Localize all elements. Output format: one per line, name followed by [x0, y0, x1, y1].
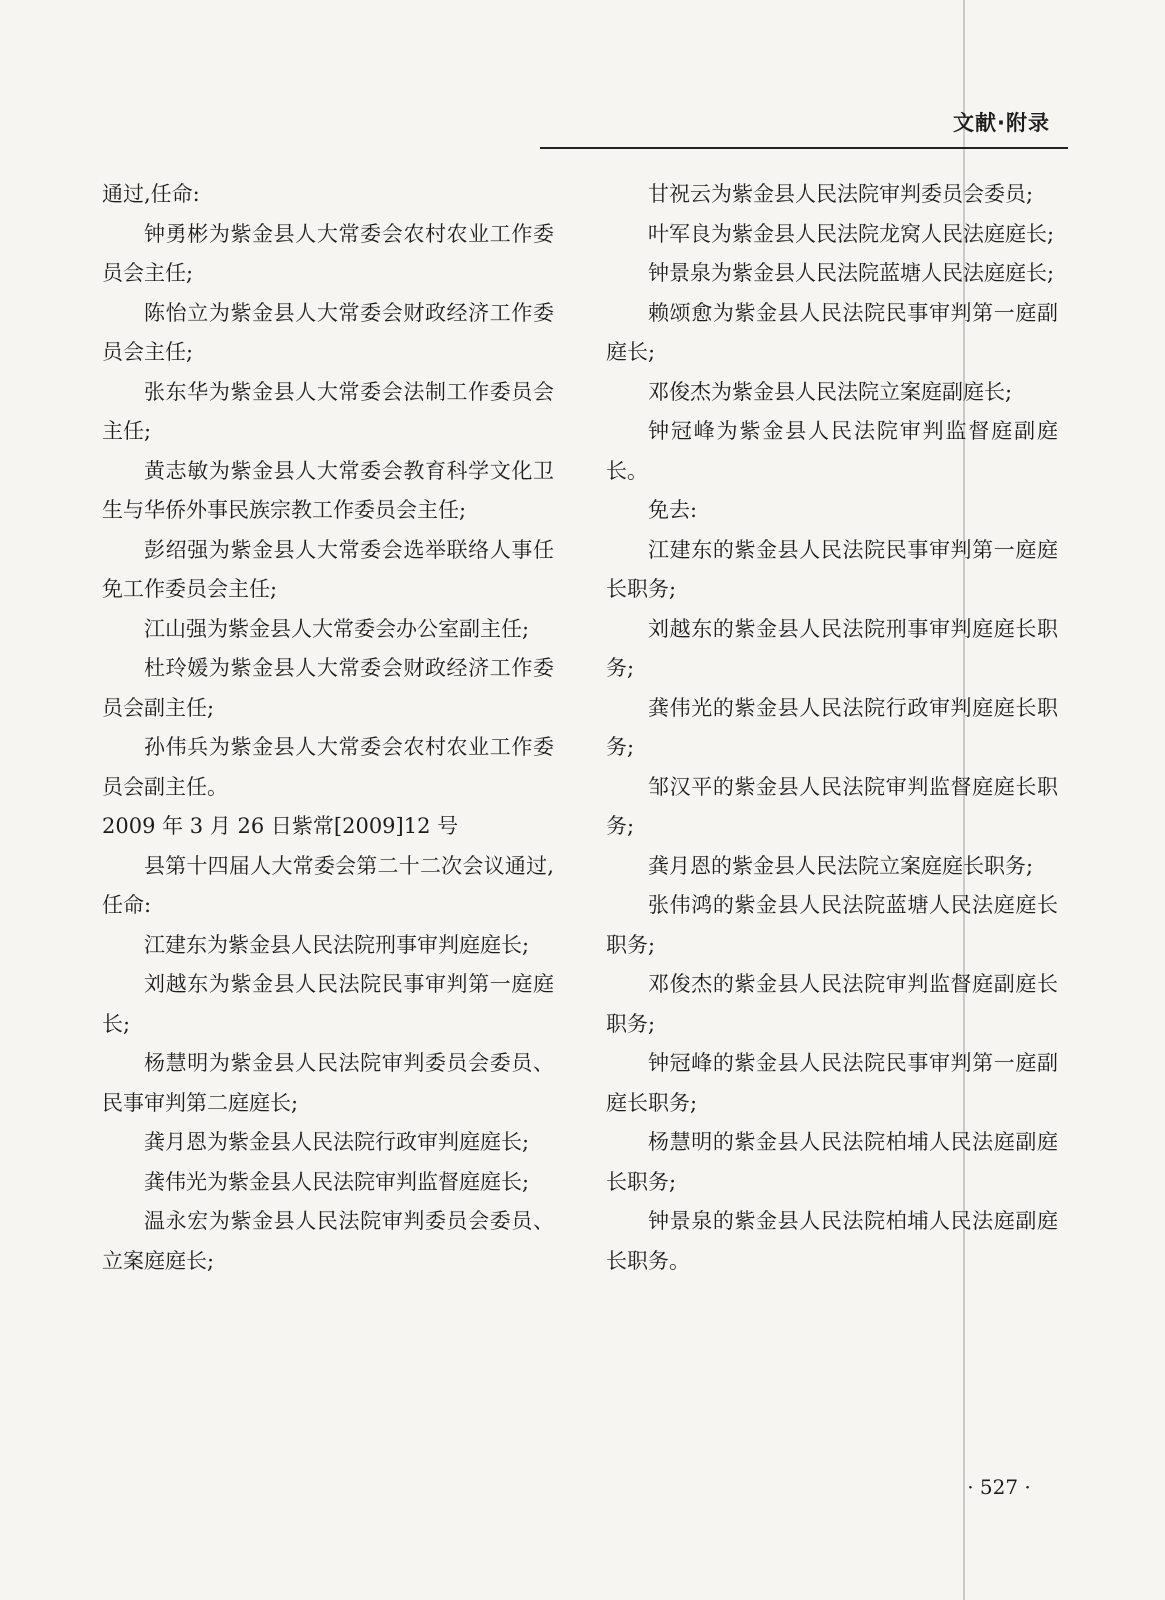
paragraph: 杨慧明的紫金县人民法院柏埔人民法庭副庭长职务;: [606, 1130, 1058, 1194]
paragraph: 龚月恩的紫金县人民法院立案庭庭长职务;: [648, 853, 1034, 878]
paragraph: 刘越东为紫金县人民法院民事审判第一庭庭长;: [102, 972, 554, 1036]
document-reference: 2009 年 3 月 26 日紫常[2009]12 号: [102, 814, 459, 838]
paragraph: 叶军良为紫金县人民法院龙窝人民法庭庭长;: [648, 221, 1055, 246]
paragraph: 钟冠峰的紫金县人民法院民事审判第一庭副庭长职务;: [606, 1051, 1058, 1115]
left-column: [102, 175, 554, 1281]
paragraph: 龚伟光为紫金县人民法院审判监督庭庭长;: [144, 1169, 530, 1194]
paragraph: 杜玲媛为紫金县人大常委会财政经济工作委员会副主任;: [102, 656, 554, 720]
paragraph: 黄志敏为紫金县人大常委会教育科学文化卫生与华侨外事民族宗教工作委员会主任;: [102, 458, 554, 522]
header-rule: [540, 147, 1068, 149]
paragraph: 免去:: [648, 498, 698, 522]
paragraph: 龚伟光的紫金县人民法院行政审判庭庭长职务;: [606, 695, 1058, 759]
paragraph: 钟冠峰为紫金县人民法院审判监督庭副庭长。: [606, 419, 1058, 483]
paragraph: 通过,任命:: [102, 182, 200, 206]
paragraph: 孙伟兵为紫金县人大常委会农村农业工作委员会副主任。: [102, 735, 554, 799]
paragraph: 邓俊杰的紫金县人民法院审判监督庭副庭长职务;: [606, 972, 1058, 1036]
paragraph: 钟景泉的紫金县人民法院柏埔人民法庭副庭长职务。: [606, 1209, 1058, 1273]
paragraph: 邹汉平的紫金县人民法院审判监督庭庭长职务;: [606, 774, 1058, 838]
paragraph: 彭绍强为紫金县人大常委会选举联络人事任免工作委员会主任;: [102, 537, 554, 601]
paragraph: 邓俊杰为紫金县人民法院立案庭副庭长;: [648, 379, 1013, 404]
page-number: · 527 ·: [967, 1475, 1031, 1499]
paragraph: 江建东的紫金县人民法院民事审判第一庭庭长职务;: [606, 537, 1058, 601]
paragraph: 张东华为紫金县人大常委会法制工作委员会主任;: [102, 379, 554, 443]
paragraph: 温永宏为紫金县人民法院审判委员会委员、立案庭庭长;: [102, 1209, 554, 1273]
paragraph: 甘祝云为紫金县人民法院审判委员会委员;: [648, 182, 1034, 206]
paragraph: 江建东为紫金县人民法院刑事审判庭庭长;: [144, 932, 530, 957]
right-column: [606, 175, 1058, 1281]
paragraph: 杨慧明为紫金县人民法院审判委员会委员、民事审判第二庭庭长;: [102, 1051, 554, 1115]
paragraph: 刘越东的紫金县人民法院刑事审判庭庭长职务;: [606, 616, 1058, 680]
paragraph: 县第十四届人大常委会第二十二次会议通过,任命:: [102, 853, 554, 917]
paragraph: 龚月恩为紫金县人民法院行政审判庭庭长;: [144, 1130, 530, 1154]
paragraph: 江山强为紫金县人大常委会办公室副主任;: [144, 616, 530, 641]
paragraph: 钟勇彬为紫金县人大常委会农村农业工作委员会主任;: [102, 221, 554, 285]
section-header: 文献·附录: [953, 111, 1050, 135]
paragraph: 张伟鸿的紫金县人民法院蓝塘人民法庭庭长职务;: [606, 893, 1058, 957]
paragraph: 陈怡立为紫金县人大常委会财政经济工作委员会主任;: [102, 300, 554, 364]
paragraph: 赖颂愈为紫金县人民法院民事审判第一庭副庭长;: [606, 300, 1058, 364]
paragraph: 钟景泉为紫金县人民法院蓝塘人民法庭庭长;: [648, 261, 1055, 285]
